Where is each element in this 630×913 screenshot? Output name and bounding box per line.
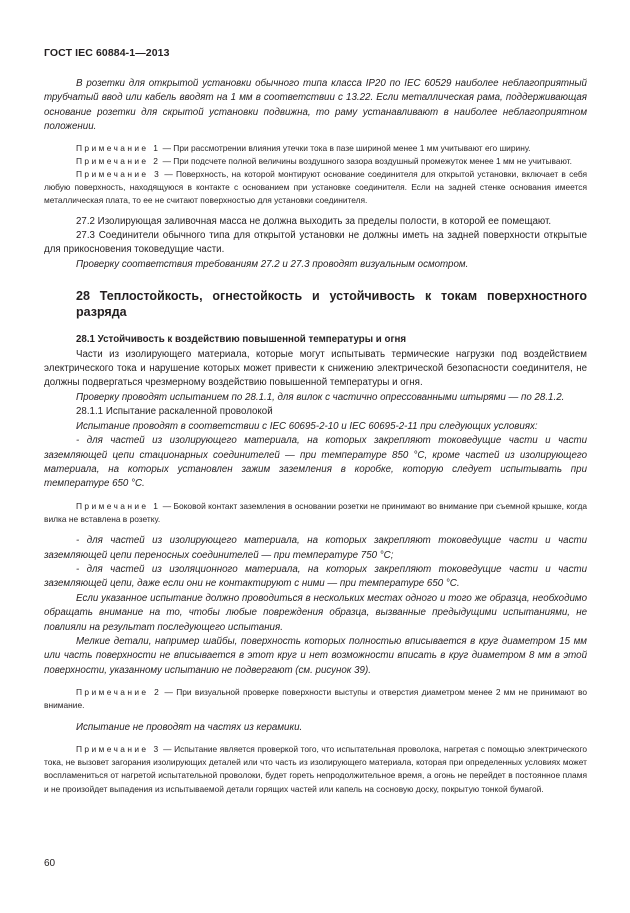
note-label: Примечание 3 [76, 744, 161, 755]
note-label: Примечание 2 [76, 155, 161, 166]
clause-27-3: 27.3 Соединители обычного типа для открытой установки не должны иметь на задней поверхности открытые для прикосновения токоведущие части. [44, 230, 587, 256]
clause-28-1-heading: 28.1 Устойчивость к воздействию повышенной температуры и огня [76, 334, 407, 346]
ceramic-paragraph: Испытание не проводят на частях из керамики. [76, 721, 303, 733]
condition-item-1: - для частей из изолирующего материала, на которых закрепляют токоведущие части и части заземляющей цепи стационарных соединителей — при температуре 850 °С, кроме частей из изолирующего материала, на которых установлен зажим заземления в коробке, которую следует испытывать при температуре 650 °С. [44, 435, 587, 490]
note-label: Примечание 1 [76, 500, 161, 511]
note-label: Примечание 2 [76, 687, 162, 698]
note-1: Примечание 1 — При рассмотрении влияния утечки тока в пазе шириной менее 1 мм учитывают его ширину. [76, 142, 531, 153]
note-text: При визуальной проверке поверхности выступы и отверстия диаметром менее 2 мм не принимают во внимание. [44, 687, 587, 711]
test-conditions: Испытание проводят в соответствии с IEC 60695-2-10 и IEC 60695-2-11 при следующих условиях: [76, 420, 538, 432]
note-3: Примечание 3 — Поверхность, на которой монтируют основание соединителя для открытой установки, включает в себя любую поверхность, находящуюся в контакте с основанием при установке соединителя. Если на задней стенке основания имеется металлическая плата, то ее не считают поверхностью для установки соединителя. [44, 169, 587, 206]
note-text: При рассмотрении влияния утечки тока в пазе шириной менее 1 мм учитывают его ширину. [173, 142, 531, 153]
note-2: Примечание 2 — При подсчете полной величины воздушного зазора воздушный промежуток менее 1 мм не учитывают. [76, 155, 572, 166]
clause-28-check: Проверку проводят испытанием по 28.1.1, для вилок с частично опрессованными штырями — по 28.1.2. [76, 391, 565, 403]
intro-paragraph: В розетки для открытой установки обычного типа класса IP20 по IEC 60529 наиболее неблагоприятный трубчатый ввод или кабель вводят на 1 мм в соответствии с 13.22. Если металлическая рама, поддерживающая основание розетки для скрытой установки подвижна, то раму устанавливают в наиболее неблагоприятном положении. [44, 78, 587, 133]
note-b1: Примечание 1 — Боковой контакт заземления в основании розетки не принимают во внимание при съемной крышке, когда вилка не вставлена в розетку. [44, 500, 587, 524]
note-text: Боковой контакт заземления в основании розетки не принимают во внимание при съемной крышке, когда вилка не вставлена в розетку. [44, 500, 587, 524]
standard-header: ГОСТ IEC 60884-1—2013 [44, 47, 170, 59]
condition-item-3: - для частей из изоляционного материала, на которых закрепляют токоведущие части и части заземляющей цепи, даже если они не контактируют с ними — при температуре 650 °С. [44, 563, 587, 590]
note-text: Поверхность, на которой монтируют основание соединителя для открытой установки, включает в себя любую поверхность, находящуюся в контакте с основанием при установке соединителя. Если на задней стенке основания имеется металлическая плата, то ее не считают поверхностью для установки соединителя. [44, 169, 587, 206]
note-label: Примечание 1 [76, 142, 161, 153]
note-text: При подсчете полной величины воздушного зазора воздушный промежуток менее 1 мм не учитывают. [173, 155, 572, 166]
clause-28-1-1-heading: 28.1.1 Испытание раскаленной проволокой [76, 406, 273, 418]
condition-item-2: - для частей из изолирующего материала, на которых закрепляют токоведущие части и части заземляющей цепи переносных соединителей — при температуре 750 °С; [44, 535, 587, 561]
clause-27-2: 27.2 Изолирующая заливочная масса не должна выходить за пределы полости, в которой ее помещают. [76, 215, 552, 227]
clause-27-check: Проверку соответствия требованиям 27.2 и 27.3 проводят визуальным осмотром. [76, 258, 469, 270]
note-b3: Примечание 3 — Испытание является проверкой того, что испытательная проволока, нагретая с помощью электрического тока, не вызовет загорания изолирующих деталей или что часть из изолирующего материала, которая при определенных условиях может воспламениться от нагретой испытательной проволоки, будет гореть непродолжительное время, а огонь не перейдет в постоянное пламя и не произойдет выпадения из испытываемой детали горящих частей или капель на сосновую доску, покрытую тонкой бумагой. [44, 744, 587, 794]
section-28-title: 28 Теплостойкость, огнестойкость и устойчивость к токам поверхностного разряда [76, 289, 587, 320]
small-parts-paragraph: Мелкие детали, например шайбы, поверхность которых полностью вписывается в круг диаметром 15 мм или часть поверхности не вписывается в этот круг и нет возможности вписать в круг диаметром 8 мм в этой поверхности, указанному испытанию не подвергают (см. рисунок 39). [44, 635, 587, 676]
page-content [44, 77, 587, 796]
multi-place-paragraph: Если указанное испытание должно проводиться в нескольких местах одного и того же образца, необходимо обращать внимание на то, чтобы любые повреждения образца, вызванные предыдущими испытаниями, не повлияли на результат последующего испытания. [44, 592, 587, 633]
page-number: 60 [44, 858, 56, 869]
note-label: Примечание 3 [76, 169, 162, 180]
clause-28-1-text: Части из изолирующего материала, которые могут испытывать термические нагрузки под воздействием электрического тока и нарушение которых может привести к снижению электрической безопасности соединителя, не должны подвергаться чрезмерному воздействию повышенной температуры и огня. [44, 348, 587, 389]
note-b2: Примечание 2 — При визуальной проверке поверхности выступы и отверстия диаметром менее 2 мм не принимают во внимание. [44, 687, 587, 711]
note-text: Испытание является проверкой того, что испытательная проволока, нагретая с помощью электрического тока, не вызовет загорания изолирующих деталей или что часть из изолирующего материала, которая при определенных условиях может воспламениться от нагретой испытательной проволоки, будет гореть непродолжительное время, а огонь не перейдет в постоянное пламя и не произойдет выпадения из испытываемой детали горящих частей или капель на сосновую доску, покрытую тонкой бумагой. [44, 744, 587, 794]
